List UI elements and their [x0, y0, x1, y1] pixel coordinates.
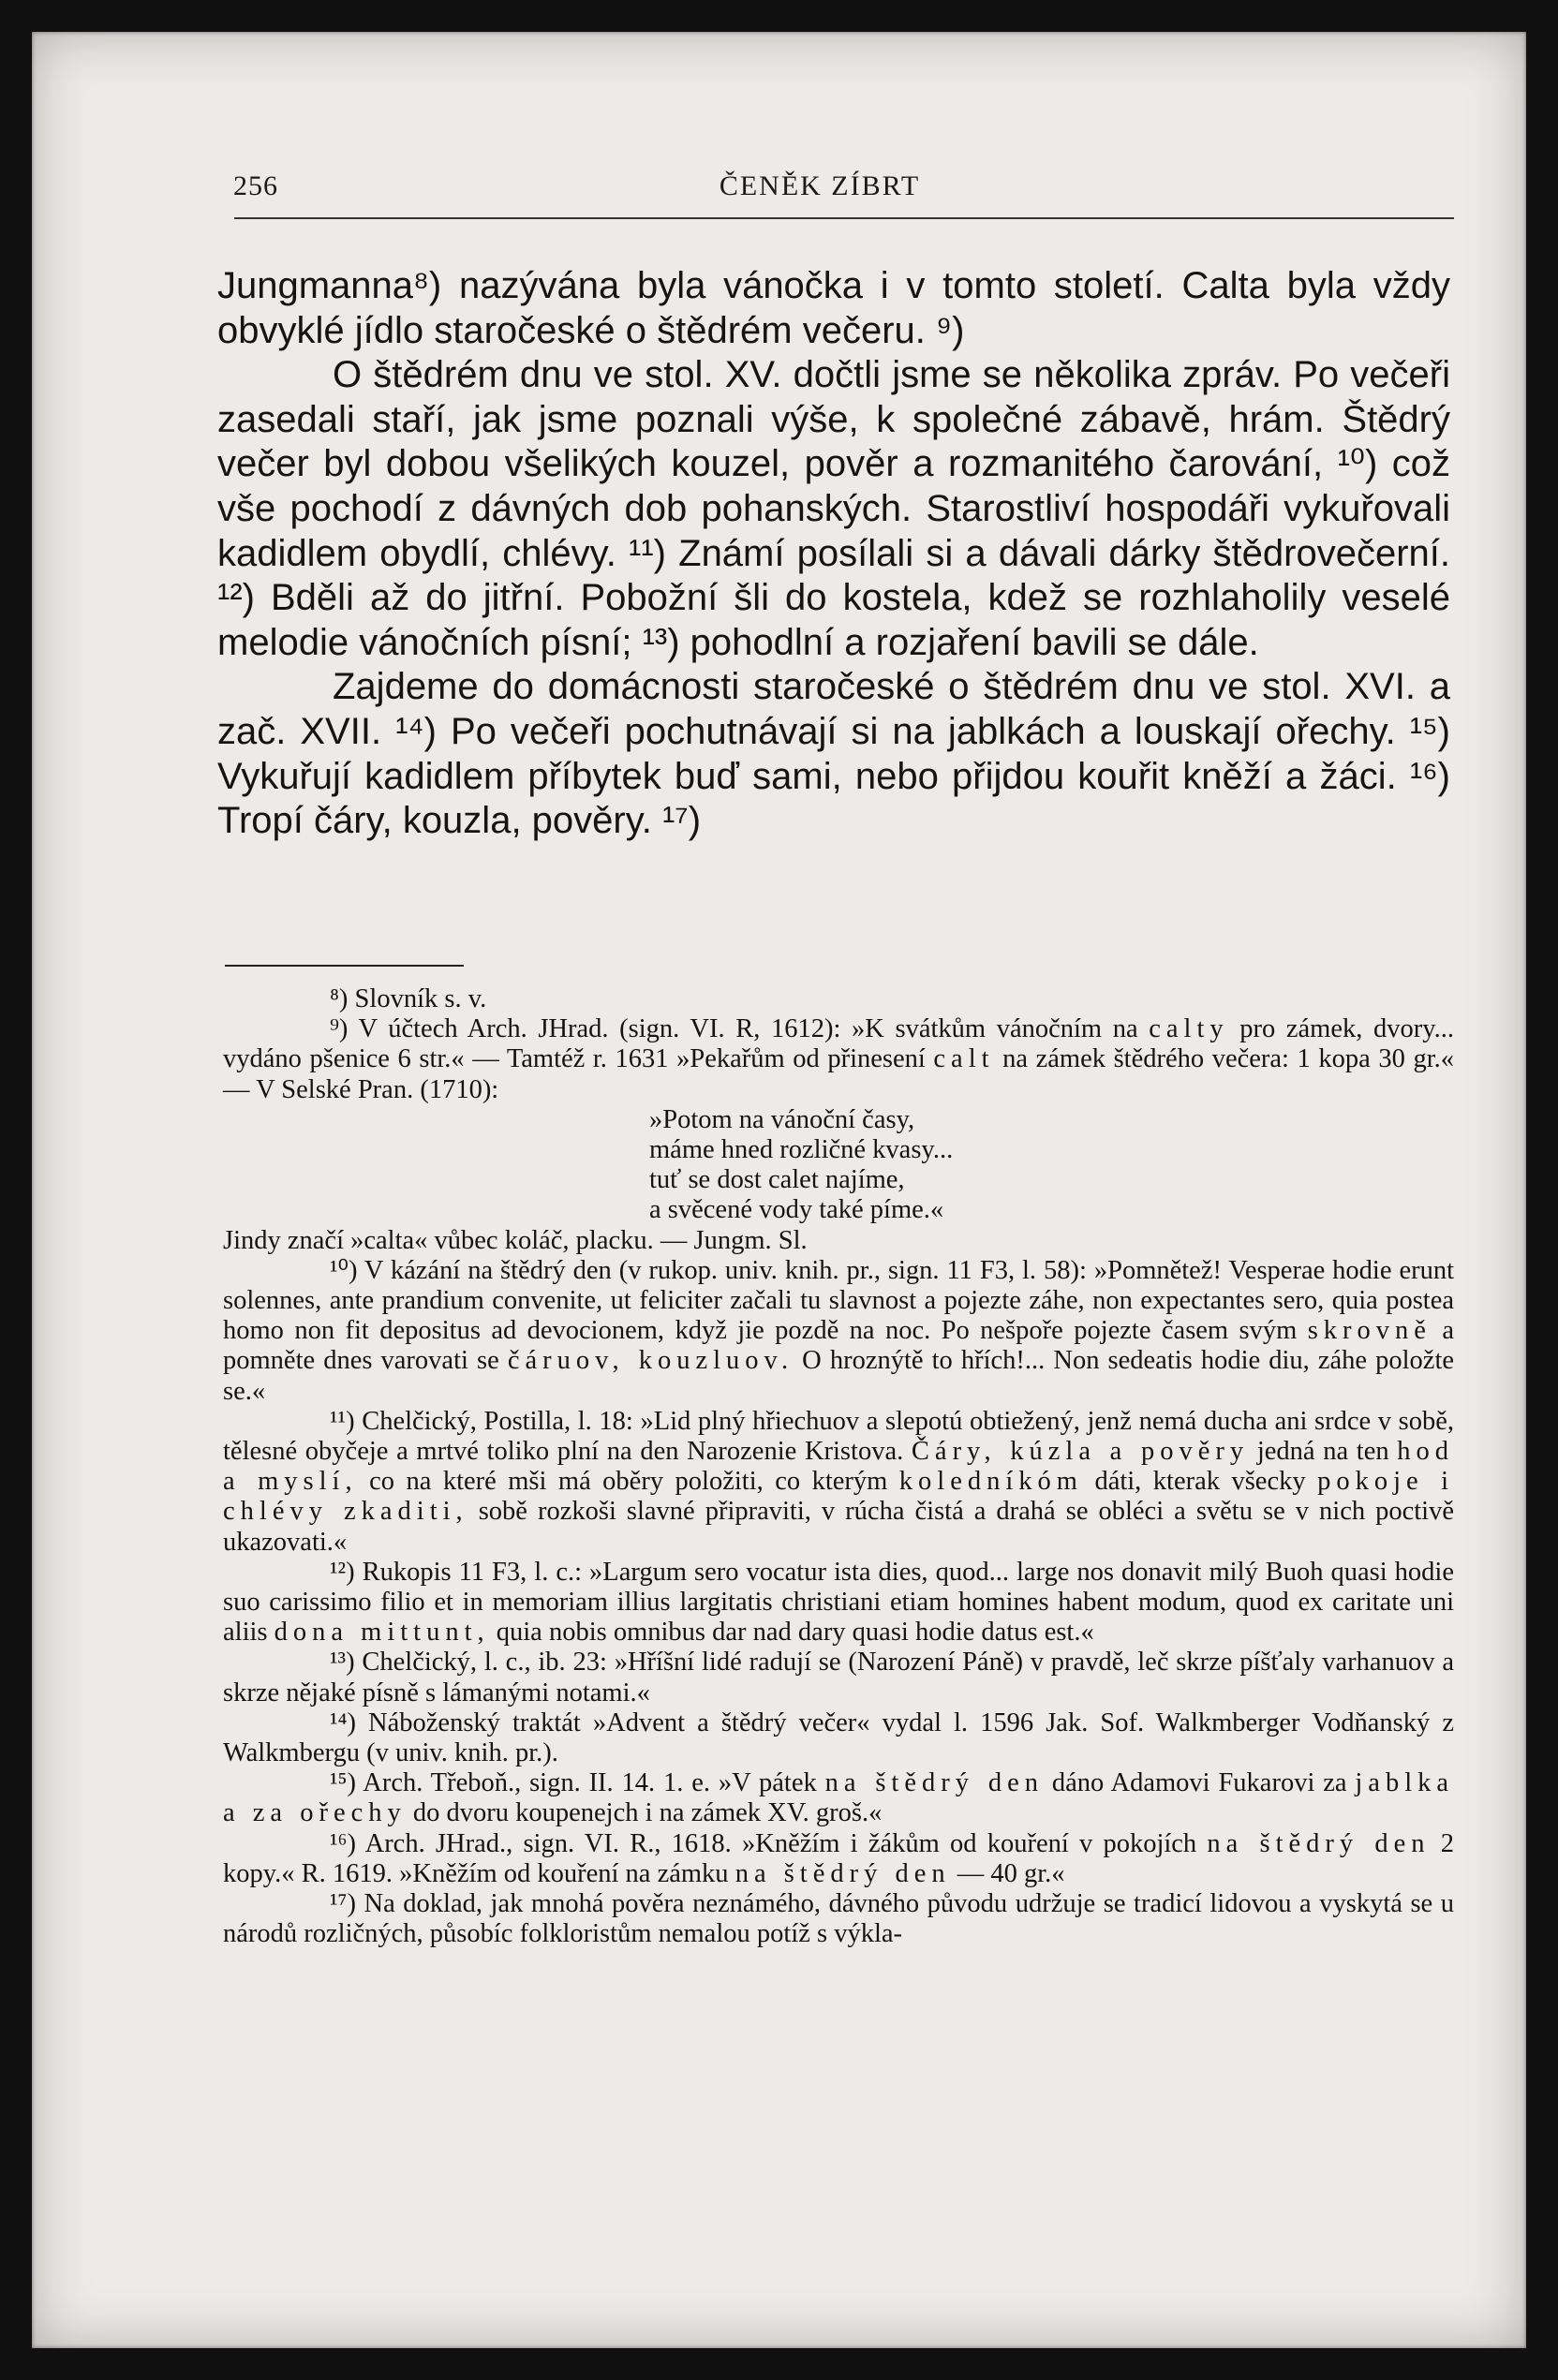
footnote-15-spaced: jablka a za ořechy: [223, 1768, 1455, 1828]
page-header: [183, 167, 1457, 204]
footnote-8: ⁸) Slovník s. v.: [330, 984, 487, 1013]
footnote-rule: [225, 965, 464, 967]
footnote-11-text: jedná na ten: [1256, 1437, 1389, 1467]
footnote-11-text: co na které mši má oběry položiti, co kterým: [369, 1467, 888, 1497]
footnote-12-text: quia nobis omnibus dar nad dary quasi hodie datus est.«: [496, 1618, 1094, 1648]
footnote-10-text: a pomněte dnes varovati se: [223, 1316, 1455, 1376]
footnote-13: ¹³) Chelčický, l. c., ib. 23: »Hříšní lidé radují se (Narození Páně) v pravdě, leč skrze píšťaly varhanuov a skrze nějaké písně s lámanými notami.«: [223, 1648, 1454, 1707]
footnote-10-spaced: čáruov, kouzluov.: [507, 1346, 794, 1376]
footnote-16-text: — 40 gr.«: [957, 1858, 1065, 1888]
verse-line: »Potom na vánoční časy,: [649, 1104, 915, 1134]
footnote-10: [223, 1256, 1454, 1407]
footnote-9-end: Jindy značí »calta« vůbec koláč, placku. — Jungm. Sl.: [223, 1225, 808, 1255]
footnote-10-text: ¹⁰) V kázání na štědrý den (v rukop. univ. knih. pr., sign. 11 F3, l. 58): »Pomnětež! Vesperae hodie erunt solennes, ante prandium convenite, ut feliciter začali tu slavnost a pojezte záhe, non expectantes sero, quia postea homo non fit depositus ad devocionem, když jie pozdě na noc. Po nešpoře pojezte časem svým: [223, 1255, 1454, 1346]
verse-line: tuť se dost calet najíme,: [649, 1165, 905, 1195]
footnote-16-text: 2 kopy.« R. 1619. »Kněžím od kouření na zámku: [223, 1828, 1455, 1888]
footnote-9-text: ⁹) V účtech Arch. JHrad. (sign. VI. R, 1612): »K svátkům vánočním na: [330, 1014, 1138, 1044]
footnote-15-text: ¹⁵) Arch. Třeboň., sign. II. 14. 1. e. »V pátek: [330, 1768, 817, 1798]
footnote-15-text: dáno Adamovi Fukarovi za: [1051, 1768, 1347, 1798]
footnote-9-spaced: calty: [1149, 1014, 1229, 1044]
footnotes: [223, 984, 1454, 1950]
footnote-11: [223, 1407, 1454, 1558]
footnote-9: [223, 1014, 1454, 1105]
page-number: 256: [233, 170, 278, 201]
footnote-15-text: do dvoru koupenejch i na zámek XV. groš.«: [412, 1798, 883, 1828]
footnote-12: [223, 1558, 1454, 1648]
footnote-16-spaced: na štědrý den: [734, 1858, 951, 1888]
paragraph-2: O štědrém dnu ve stol. XV. dočtli jsme se několika zpráv. Po večeři zasedali staří, jak jsme poznali výše, k společné zábavě, hrám. Štědrý večer byl dobou všelikých kouzel, pověr a rozmanitého čarování, ¹⁰) což vše pochodí z dávných dob pohanských. Starostliví hospodáři vykuřovali kadidlem obydlí, chlévy. ¹¹) Známí posílali si a dávali dárky štědrovečerní. ¹²) Bděli až do jitřní. Pobožní šli do kostela, kdež se rozhlaholily veselé melodie vánočních písní; ¹³) pohodlní a rozjaření bavili se dále.: [217, 354, 1450, 663]
verse-line: máme hned rozličné kvasy...: [649, 1135, 954, 1165]
footnote-15: [223, 1768, 1454, 1828]
footnote-16: [223, 1829, 1454, 1889]
footnote-10-spaced: skrovně: [1307, 1316, 1432, 1346]
running-head: ČENĚK ZÍBRT: [719, 170, 921, 201]
footnote-11-spaced: pokoje i chlévy zkaditi,: [223, 1467, 1455, 1527]
footnote-12-text: ¹²) Rukopis 11 F3, l. c.: »Largum sero vocatur ista dies, quod... large nos donavit milý Buoh quasi hodie suo carissimo filio et in memoriam illius largitatis christiani etiam homines habent modum, quod ex caritate uni aliis: [223, 1557, 1454, 1648]
footnote-16-text: ¹⁶) Arch. JHrad., sign. VI. R., 1618. »Kněžím i žákům od kouření v pokojích: [330, 1828, 1197, 1858]
footnote-9-text: pro zámek, dvory... vydáno pšenice 6 str.« — Tamtéž r. 1631 »Pekařům od přinesení: [223, 1014, 1454, 1074]
main-text: [217, 264, 1450, 844]
paragraph-3: Zajdeme do domácnosti staročeské o štědrém dnu ve stol. XVI. a zač. XVII. ¹⁴) Po večeři pochutnávají si na jablkách a louskají ořechy. ¹⁵) Vykuřují kadidlem příbytek buď sami, nebo přijdou kouřit kněží a žáci. ¹⁶) Tropí čáry, kouzla, pověry. ¹⁷): [217, 666, 1450, 842]
footnote-11-spaced: hod a myslí,: [223, 1437, 1455, 1497]
footnote-12-spaced: dona mittunt,: [274, 1618, 490, 1648]
verse-line: a svěcené vody také píme.«: [649, 1195, 944, 1225]
footnote-9-text: na zámek štědrého večera: 1 kopa 30 gr.« — V Selské Pran. (1710):: [223, 1044, 1455, 1104]
footnote-9-spaced: calt: [933, 1044, 995, 1074]
footnote-17: ¹⁷) Na doklad, jak mnohá pověra neznámého, dávného původu udržuje se tradicí lidovou a vyskytá se u národů rozličných, působíc folkloristům nemalou potíž s výkla-: [223, 1889, 1454, 1949]
footnote-11-text: dáti, kterak všecky: [1094, 1467, 1306, 1497]
footnote-10-text: O hroznýtě to hřích!... Non sedeatis hodie diu, záhe položte se.«: [223, 1346, 1455, 1406]
footnote-14: ¹⁴) Náboženský traktát »Advent a štědrý večer« vydal l. 1596 Jak. Sof. Walkmberger Vodňanský z Walkmbergu (v univ. knih. pr.).: [223, 1707, 1454, 1768]
header-rule: [234, 217, 1454, 219]
footnote-11-text: ¹¹) Chelčický, Postilla, l. 18: »Lid plný hřiechuov a slepotú obtiežený, jenž nemá ducha ani srdce v sobě, tělesné obyčeje a mrtvé toliko plní na den Narozenie Kristova.: [223, 1406, 1454, 1467]
footnote-15-spaced: na štědrý den: [824, 1768, 1044, 1798]
footnote-11-spaced: Čáry, kúzla a pověry: [911, 1437, 1250, 1467]
footnote-11-text: sobě rozkoši slavné připraviti, v rúcha čistá a drahá se obléci a světu se v nich poctivě ukazovati.«: [223, 1497, 1455, 1557]
paragraph-1: Jungmanna⁸) nazývána byla vánočka i v tomto století. Calta byla vždy obvyklé jídlo staročeské o štědrém večeru. ⁹): [217, 265, 1450, 351]
footnote-16-spaced: na štědrý den: [1207, 1828, 1431, 1858]
footnote-11-spaced: koledníkóm: [898, 1467, 1083, 1497]
